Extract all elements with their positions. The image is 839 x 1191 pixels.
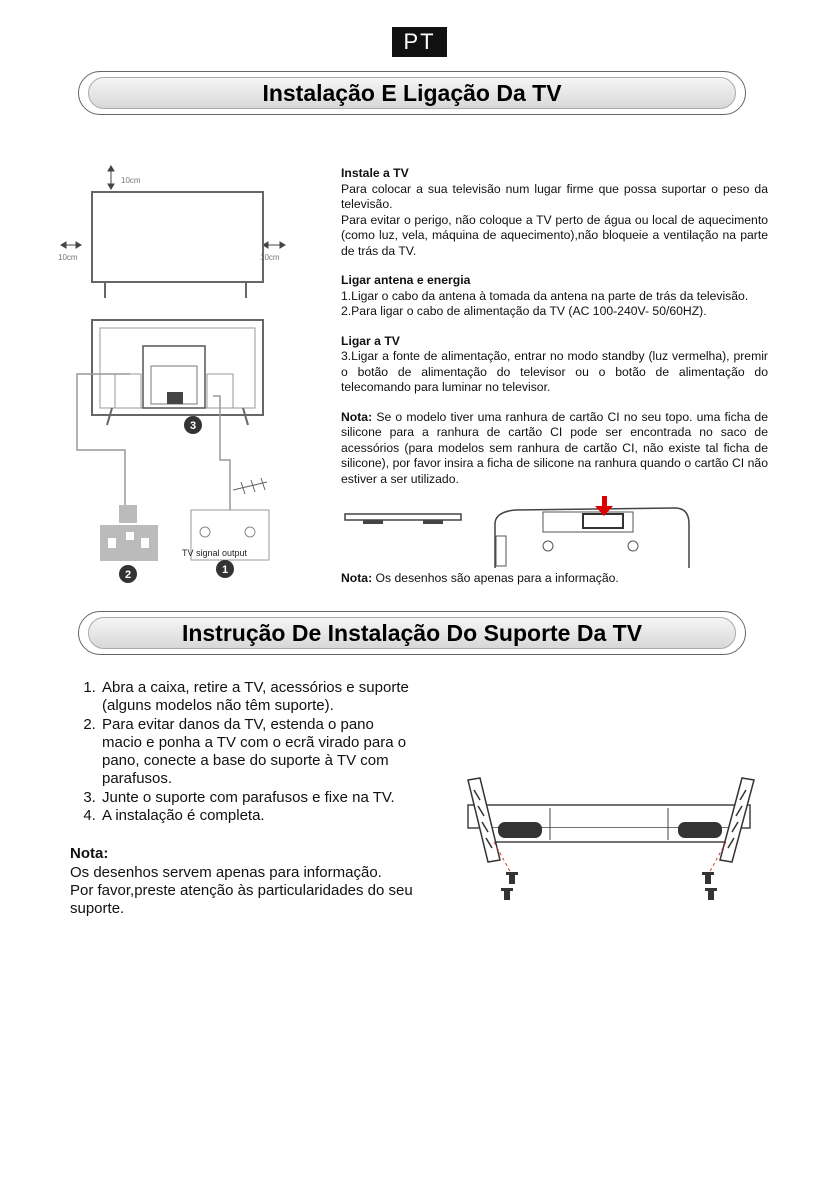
speaker-grille-left	[498, 822, 542, 838]
step-4: 4. A instalação é completa.	[100, 807, 415, 825]
silicone-plug-drawing	[345, 514, 461, 520]
note-label: Nota:	[341, 409, 373, 424]
note-text: Se o modelo tiver uma ranhura de cartão CI no seu topo. uma ficha de silicone para a ranhura de cartão CI pode ser encontrada no saco de acessórios (para modelos sem ranhura de cartão CI, não existe tal ficha de silicone), por favor insira a ficha de silicone na ranhura quando o cartão CI não estiver a ser utilizado.	[341, 409, 768, 486]
tv-connection-diagram	[55, 160, 295, 590]
section-title-stand: Instrução De Instalação Do Suporte Da TV	[181, 620, 643, 646]
section-banner-installation	[78, 71, 746, 115]
section-title-installation: Instalação E Ligação Da TV	[262, 80, 562, 106]
power-step-3: 3.Ligar a fonte de alimentação, entrar no modo standby (luz vermelha), premir o botão de alimentação do televisor ou o botão de alimentação do telecomando para luminar no televisor.	[341, 349, 768, 394]
svg-text:3: 3	[189, 420, 197, 432]
antenna-step-1: 1.Ligar o cabo da antena à tomada da antena na parte de trás da televisão.	[341, 288, 749, 303]
clearance-left-label: 10cm	[58, 253, 78, 262]
step-3: 3. Junte o suporte com parafusos e fixe na TV.	[100, 789, 415, 807]
section-banner-stand	[78, 611, 746, 655]
power-plug	[119, 505, 137, 523]
step-2: 2. Para evitar danos da TV, estenda o pano macio e ponha a TV com o ecrã virado para o pano, conecte a base do suporte à TV com parafusos.	[100, 716, 415, 789]
svg-text:1: 1	[221, 564, 229, 576]
install-paragraph-2: Para evitar o perigo, não coloque a TV perto de água ou local de aquecimento (como luz, vela, máquina de aquecimento),não bloqueie a ventilação na parte de trás da TV.	[341, 212, 768, 258]
screw-icons	[501, 872, 717, 900]
antenna-heading: Ligar antena e energia	[341, 273, 471, 287]
tv-front-outline	[92, 192, 263, 282]
drawing-note-text: Os desenhos são apenas para a informação.	[375, 571, 619, 585]
drawing-note-label: Nota:	[341, 571, 373, 585]
clearance-top-label: 10cm	[121, 176, 141, 185]
tv-signal-output-label: TV signal output	[182, 548, 248, 558]
drawing-note	[341, 571, 619, 585]
stand-note-heading: Nota:	[70, 845, 109, 863]
antenna-step-2: 2.Para ligar o cabo de alimentação da TV (AC 100-240V- 50/60HZ).	[341, 304, 707, 318]
step-1: 1. Abra a caixa, retire a TV, acessórios e suporte (alguns modelos não têm suporte).	[100, 679, 415, 716]
ci-slot-diagram	[343, 496, 695, 574]
power-heading: Ligar a TV	[341, 333, 400, 348]
clearance-right-label: 10cm	[260, 253, 280, 262]
svg-text:2: 2	[124, 569, 132, 581]
language-badge: PT	[392, 27, 447, 57]
stand-installation-steps	[70, 679, 415, 919]
install-paragraph-1: Para colocar a sua televisão num lugar firme que possa suportar o peso da televisão.	[341, 181, 768, 211]
stand-note-line-2: Por favor,preste atenção às particularidades do seu suporte.	[70, 881, 413, 918]
install-heading: Instale a TV	[341, 166, 409, 180]
stand-installation-diagram	[450, 770, 770, 910]
installation-text	[341, 166, 768, 501]
speaker-grille-right	[678, 822, 722, 838]
stand-note-line-1: Os desenhos servem apenas para informação.	[70, 863, 382, 881]
